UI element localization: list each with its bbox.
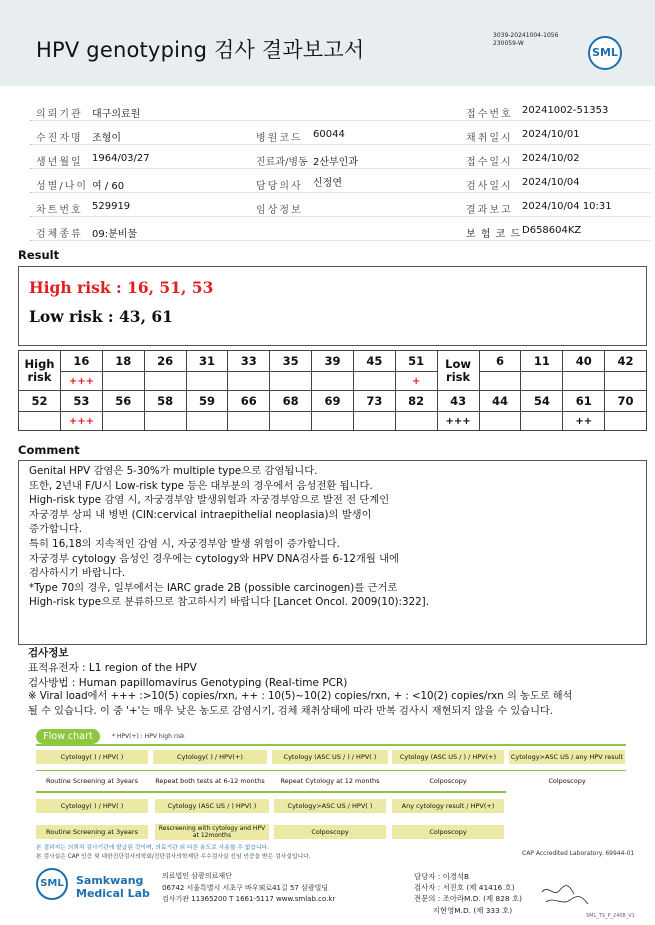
type-cell: 44 <box>479 391 521 412</box>
flow-box: Colposcopy <box>274 825 386 839</box>
company-name-line1: Samkwang <box>76 874 144 887</box>
flow-box: Any cytology result / HPV(+) <box>392 799 504 813</box>
mark-cell <box>605 372 647 391</box>
exam-target: 표적유전자 : L1 region of the HPV <box>28 661 197 674</box>
mark-cell <box>605 412 647 431</box>
doctor-label: 담당의사 <box>256 181 303 192</box>
mark-cell <box>102 412 144 431</box>
mark-cell <box>521 412 563 431</box>
report-title: HPV genotyping 검사 결과보고서 <box>36 38 365 62</box>
mark-cell <box>186 412 228 431</box>
mark-cell: +++ <box>61 412 103 431</box>
company-name-line2: Medical Lab <box>76 887 150 900</box>
result-heading: Result <box>18 248 60 262</box>
signature-icon <box>540 882 590 912</box>
report-number <box>493 32 558 48</box>
doctor-value: 신정연 <box>313 178 342 189</box>
type-cell: 66 <box>228 391 270 412</box>
dept-value: 2산부인과 <box>313 157 359 168</box>
cap-accreditation: CAP Accredited Laboratory. 69944-01 <box>522 850 635 857</box>
type-cell: 52 <box>19 391 61 412</box>
exam-info <box>28 646 650 720</box>
flow-box: Cytology (ASC US / ) / HPV(+) <box>392 750 504 764</box>
flow-box: Colposcopy <box>509 774 625 788</box>
mark-cell: ++ <box>563 412 605 431</box>
flow-box: Cytology( ) / HPV(+) <box>153 750 267 764</box>
info-row <box>30 221 650 241</box>
comment-heading: Comment <box>18 443 80 457</box>
comment-line: 또한, 2년내 F/U시 Low-risk type 등은 대부분의 경우에서 음성전환 됩니다. <box>29 479 373 492</box>
type-cell: 70 <box>605 391 647 412</box>
mark-cell <box>479 372 521 391</box>
flow-box: Colposcopy <box>392 825 504 839</box>
flow-line <box>36 770 626 771</box>
flow-box: Cytology( ) / HPV( ) <box>36 750 148 764</box>
hospital-code-value: 60044 <box>313 129 345 140</box>
address-line: 검사기관 11365200 T 1661-5117 www.smlab.co.kr <box>162 895 336 903</box>
test-date-value: 2024/10/04 <box>522 177 580 188</box>
type-cell: 26 <box>144 351 186 372</box>
type-cell: 59 <box>186 391 228 412</box>
report-date-value: 2024/10/04 10:31 <box>522 201 612 212</box>
flow-line <box>36 791 506 793</box>
comment-line: 증가합니다. <box>29 523 83 536</box>
type-cell: 56 <box>102 391 144 412</box>
info-row <box>30 173 650 193</box>
high-risk-header: High risk <box>19 351 61 391</box>
mark-cell: +++ <box>437 412 479 431</box>
report-date-label: 결과보고 <box>466 205 513 216</box>
info-row <box>30 125 650 145</box>
mark-cell: + <box>395 372 437 391</box>
flow-box: Cytology (ASC US / ) HPV( ) <box>155 799 269 813</box>
sex-age-label: 성별/나이 <box>36 181 89 192</box>
type-cell: 31 <box>186 351 228 372</box>
chart-label: 차트번호 <box>36 205 83 216</box>
clinical-label: 임상정보 <box>256 205 303 216</box>
viral-load-note: ※ Viral load에서 +++ :>10(5) copies/rxn, ++ : 10(5)~10(2) copies/rxn, + : <10(2) copies/rxn 의 농도로 해석 <box>28 691 573 703</box>
type-cell: 11 <box>521 351 563 372</box>
high-risk-result: High risk : 16, 51, 53 <box>29 278 214 297</box>
mark-cell: +++ <box>61 372 103 391</box>
comment-line: High-risk type 감염 시, 자궁경부암 발생위험과 자궁경부암으로 발전 전 단계인 <box>29 494 390 507</box>
comment-line: High-risk type으로 분류하므로 참고하시기 바랍니다 [Lancet Oncol. 2009(10):322]. <box>29 596 429 609</box>
mark-cell <box>312 412 354 431</box>
hospital-code-label: 병원코드 <box>256 133 303 144</box>
mark-cell <box>312 372 354 391</box>
mark-cell <box>228 412 270 431</box>
mark-cell <box>563 372 605 391</box>
flow-box: Colposcopy <box>392 774 504 788</box>
flow-chart-note: * HPV(+) : HPV high risk <box>112 733 185 740</box>
flow-box: Routine Screening at 3years <box>36 825 148 839</box>
result-box <box>18 266 647 346</box>
type-cell: 43 <box>437 391 479 412</box>
flow-box: Rescreening with cytology and HPV at 12months <box>155 824 269 840</box>
dob-label: 생년월일 <box>36 157 83 168</box>
low-risk-result: Low risk : 43, 61 <box>29 307 173 326</box>
type-cell: 51 <box>395 351 437 372</box>
mark-cell <box>395 412 437 431</box>
type-cell: 61 <box>563 391 605 412</box>
mark-cell <box>144 372 186 391</box>
type-cell: 40 <box>563 351 605 372</box>
type-cell: 45 <box>353 351 395 372</box>
exam-method: 검사방법 : Human papillomavirus Genotyping (Real-time PCR) <box>28 676 348 689</box>
exam-heading: 검사정보 <box>28 647 69 659</box>
sml-logo-icon: SML <box>588 36 622 70</box>
specimen-value: 09:분비물 <box>92 229 138 240</box>
staff-line: 전문의 : 조아라M.D. (제 828 호) <box>414 894 522 904</box>
staff-line: 지현영M.D. (제 333 호) <box>414 905 513 915</box>
comment-line: 특히 16,18의 지속적인 감염 시, 자궁경부암 발생 위험이 증가합니다. <box>29 537 340 550</box>
comment-box <box>18 460 647 645</box>
mark-cell <box>521 372 563 391</box>
staff-line: 검사자 : 서진호 (제 41416 호) <box>414 883 515 893</box>
type-cell: 16 <box>61 351 103 372</box>
flow-box: Cytology>ASC US / any HPV result <box>509 750 625 764</box>
flow-box: Repeat both tests at 6-12 months <box>153 774 267 788</box>
type-cell: 53 <box>61 391 103 412</box>
type-cell: 42 <box>605 351 647 372</box>
type-cell: 18 <box>102 351 144 372</box>
test-date-label: 검사일시 <box>466 181 513 192</box>
institution-label: 의뢰기관 <box>36 109 83 120</box>
flow-box: Cytology>ASC US / HPV( ) <box>274 799 386 813</box>
sml-logo-icon: SML <box>36 868 68 900</box>
insurance-label: 보 험 코 드 <box>466 229 522 240</box>
mark-cell <box>186 372 228 391</box>
institution-value: 대구의료원 <box>92 109 141 120</box>
receipt-no-value: 20241002-51353 <box>522 105 609 116</box>
type-cell: 82 <box>395 391 437 412</box>
type-cell: 69 <box>312 391 354 412</box>
flow-line <box>36 744 626 746</box>
address-line: 의료법인 삼광의료재단 <box>162 872 232 880</box>
comment-line: *Type 70의 경우, 일부에서는 IARC grade 2B (possible carcinogen)를 근거로 <box>29 581 398 594</box>
address-line: 06742 서울특별시 서초구 바우뫼로41길 57 삼광빌딩 <box>162 883 329 892</box>
flow-box: Repeat Cytology at 12 months <box>272 774 388 788</box>
dob-value: 1964/03/27 <box>92 153 150 164</box>
comment-line: 검사하시기 바랍니다. <box>29 567 126 580</box>
mark-cell <box>19 412 61 431</box>
mark-cell <box>270 372 312 391</box>
flow-chart-chip: Flow chart <box>36 729 100 744</box>
dept-label: 진료과/병동 <box>256 157 308 168</box>
table-row <box>19 412 647 431</box>
table-row <box>19 391 647 412</box>
company-address <box>162 871 335 906</box>
form-code: SML_TS_P_2408_V1 <box>586 913 635 919</box>
type-cell: 73 <box>353 391 395 412</box>
flow-box: Cytology (ASC US / ) / HPV( ) <box>272 750 388 764</box>
flow-box: Routine Screening at 3years <box>36 774 148 788</box>
insurance-value: D658604KZ <box>522 225 582 236</box>
comment-line: Genital HPV 감염은 5-30%가 multiple type으로 감염됩니다. <box>29 465 318 477</box>
report-header <box>0 0 655 86</box>
chart-value: 529919 <box>92 201 131 212</box>
footer-note: 본 결과지는 의뢰처 검사기관에 발급된 것이며, 의료기관 외 다른 용도로 사용할 수 없습니다. <box>36 845 269 851</box>
genotype-table <box>18 350 647 431</box>
receive-value: 2024/10/02 <box>522 153 580 164</box>
info-row <box>30 101 650 121</box>
company-name <box>76 874 150 900</box>
type-cell: 6 <box>479 351 521 372</box>
comment-line: 자궁경부 상피 내 병변 (CIN:cervical intraepithelial neoplasia)의 발생이 <box>29 508 372 521</box>
mark-cell <box>102 372 144 391</box>
mark-cell <box>144 412 186 431</box>
name-value: 조형이 <box>92 133 121 144</box>
low-risk-header: Low risk <box>437 351 479 391</box>
name-label: 수진자명 <box>36 133 83 144</box>
report-number-line2: 230059-W <box>493 40 524 47</box>
type-cell: 54 <box>521 391 563 412</box>
info-row <box>30 197 650 217</box>
staff-line: 담당자 : 이경석B <box>414 872 470 881</box>
type-cell: 35 <box>270 351 312 372</box>
type-cell: 33 <box>228 351 270 372</box>
type-cell: 68 <box>270 391 312 412</box>
table-row <box>19 372 647 391</box>
mark-cell <box>479 412 521 431</box>
mark-cell <box>228 372 270 391</box>
collect-value: 2024/10/01 <box>522 129 580 140</box>
flow-box: Cytology( ) / HPV( ) <box>36 799 148 813</box>
report-number-line1: 3039-20241004-1056 <box>493 32 559 39</box>
specimen-label: 검체종류 <box>36 229 83 240</box>
receive-label: 접수일시 <box>466 157 513 168</box>
type-cell: 58 <box>144 391 186 412</box>
table-row <box>19 351 647 372</box>
comment-line: 자궁경부 cytology 음성인 경우에는 cytology와 HPV DNA검사를 6-12개월 내에 <box>29 552 399 565</box>
mark-cell <box>353 372 395 391</box>
viral-load-note-cont: 될 수 있습니다. 이 중 '+'는 매우 낮은 농도로 감염시기, 검체 채취상태에 따라 반복 검사시 재현되지 않을 수 있습니다. <box>28 706 553 718</box>
mark-cell <box>270 412 312 431</box>
mark-cell <box>353 412 395 431</box>
footer-note: 본 검사실은 CAP 인증 및 대한진단검사의학회/진단검사의학재단 우수검사실 신임 인증을 받은 검사실입니다. <box>36 854 311 860</box>
receipt-no-label: 접수번호 <box>466 109 513 120</box>
info-row <box>30 149 650 169</box>
collect-label: 채취일시 <box>466 133 513 144</box>
sex-age-value: 여 / 60 <box>92 181 125 192</box>
type-cell: 39 <box>312 351 354 372</box>
staff-list <box>414 871 522 916</box>
